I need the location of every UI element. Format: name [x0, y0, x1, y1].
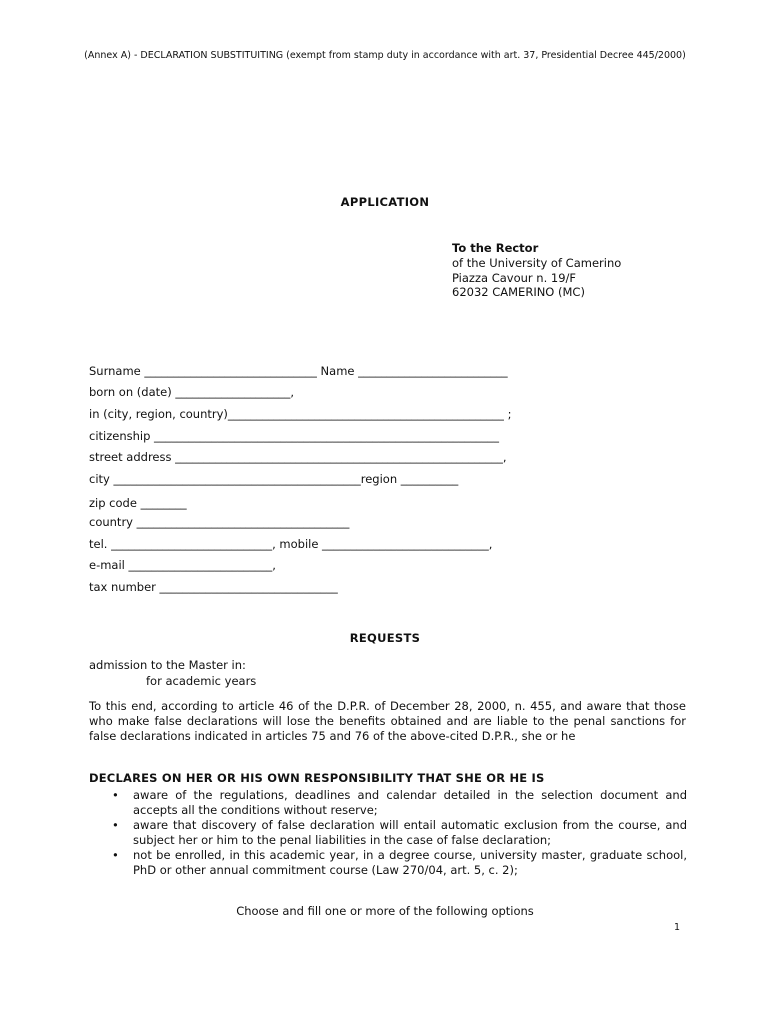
declaration-list [112, 788, 687, 878]
bullet-icon: • [112, 788, 119, 802]
citizenship-field[interactable]: citizenship ____________________________________________________________ [89, 429, 500, 443]
tax-number-field[interactable]: tax number _______________________________ [89, 580, 338, 594]
recipient-address [452, 241, 621, 300]
declaration-paragraph: To this end, according to article 46 of the D.P.R. of December 28, 2000, n. 455, and aware that those who make false declarations will lose the benefits obtained and are liable to the penal sanctions for false declarations indicated in articles 75 and 76 of the above-cited D.P.R., she or he [89, 699, 686, 743]
recipient-line-3: Piazza Cavour n. 19/F [452, 270, 577, 285]
options-instruction: Choose and fill one or more of the following options [236, 904, 534, 918]
email-field[interactable]: e-mail _________________________, [89, 558, 276, 572]
recipient-line-4: 62032 CAMERINO (MC) [452, 285, 585, 300]
requests-title: REQUESTS [349, 631, 421, 645]
phone-mobile-field[interactable]: tel. ____________________________, mobile _____________________________, [89, 537, 493, 551]
birth-place-field[interactable]: in (city, region, country)________________________________________________ ; [89, 407, 512, 421]
declares-title: DECLARES ON HER OR HIS OWN RESPONSIBILITY THAT SHE OR HE IS [89, 771, 545, 785]
list-item [112, 848, 687, 878]
zip-code-field[interactable]: zip code ________ [89, 496, 187, 510]
recipient-line-2: of the University of Camerino [452, 255, 622, 270]
city-region-field[interactable]: city ___________________________________________region __________ [89, 472, 459, 486]
surname-name-field[interactable]: Surname ______________________________ Name __________________________ [89, 364, 508, 378]
page-number: 1 [674, 922, 681, 933]
list-item [112, 818, 687, 848]
admission-line: admission to the Master in: [89, 658, 246, 672]
list-item-text: not be enrolled, in this academic year, in a degree course, university master, graduate school, PhD or other annual commitment course (Law 270/04, art. 5, c. 2); [133, 848, 687, 877]
birth-date-field[interactable]: born on (date) ____________________, [89, 385, 295, 399]
bullet-icon: • [112, 848, 119, 862]
street-address-field[interactable]: street address _________________________________________________________, [89, 450, 507, 464]
list-item [112, 788, 687, 818]
list-item-text: aware that discovery of false declaration will entail automatic exclusion from the course, and subject her or him to the penal liabilities in the case of false declaration; [133, 818, 687, 847]
bullet-icon: • [112, 818, 119, 832]
document-header: (Annex A) - DECLARATION SUBSTITUITING (exempt from stamp duty in accordance with art. 37, Presidential Decree 445/2000) [84, 50, 686, 61]
recipient-line-1: To the Rector [452, 241, 539, 255]
document-title: APPLICATION [340, 195, 430, 209]
country-field[interactable]: country _____________________________________ [89, 515, 350, 529]
academic-years-line: for academic years [146, 674, 257, 688]
list-item-text: aware of the regulations, deadlines and calendar detailed in the selection document and accepts all the conditions without reserve; [133, 788, 687, 817]
